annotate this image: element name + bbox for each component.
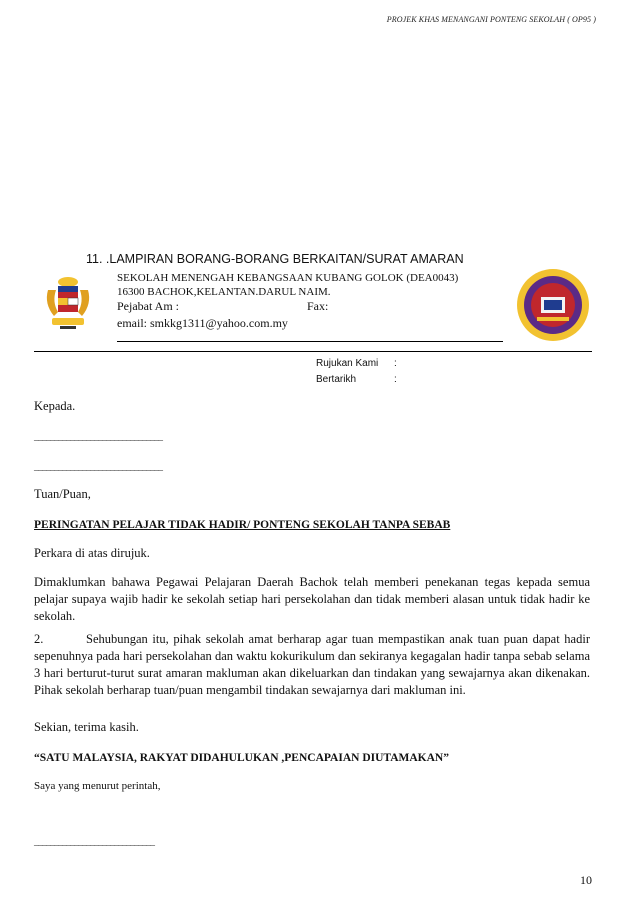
date-reference bbox=[316, 374, 397, 385]
our-reference-label: Rujukan Kami bbox=[316, 358, 379, 369]
closing: Sekian, terima kasih. bbox=[34, 720, 139, 734]
school-name: SEKOLAH MENENGAH KEBANGSAAN KUBANG GOLOK (DEA0043) bbox=[117, 272, 459, 284]
recipient-line-1: ________________________________ bbox=[34, 431, 162, 442]
paragraph-2-number: 2. bbox=[34, 632, 44, 646]
recipient-line-2: ________________________________ bbox=[34, 461, 162, 472]
order-line: Saya yang menurut perintah, bbox=[34, 780, 161, 792]
salutation: Tuan/Puan, bbox=[34, 487, 91, 501]
letterhead-divider bbox=[117, 341, 503, 342]
motto: “SATU MALAYSIA, RAKYAT DIDAHULUKAN ,PENCAPAIAN DIUTAMAKAN” bbox=[34, 752, 449, 764]
school-emblem-icon bbox=[515, 267, 591, 343]
recipient-heading: Kepada. bbox=[34, 399, 76, 413]
paragraph-2-text: Sehubungan itu, pihak sekolah amat berharap agar tuan mempastikan anak tuan puan dapat hadir sepenuhnya pada hari persekolahan dan waktu kokurikulum dan sekiranya kegagalan hadir tanpa sebab selama 3 hari berturut-turut surat amaran makluman akan dikeluarkan dan tindakan yang sewajarnya akan dikenakan. Pihak sekolah berharap tuan/puan mengambil tindakan sewajarnya dari makluman ini. bbox=[34, 632, 590, 697]
paragraph-1: Dimaklumkan bahawa Pegawai Pelajaran Daerah Bachok telah memberi penekanan tegas kepada semua pelajar supaya wajib hadir ke sekolah setiap hari persekolahan dan tidak memberi alasan untuk tidak hadir ke sekolah. bbox=[34, 575, 590, 623]
school-email: email: smkkg1311@yahoo.com.my bbox=[117, 316, 288, 330]
school-address: 16300 BACHOK,KELANTAN.DARUL NAIM. bbox=[117, 286, 331, 298]
paragraph-2 bbox=[34, 631, 590, 699]
our-reference-colon: : bbox=[394, 358, 397, 369]
page-divider bbox=[34, 351, 592, 352]
running-header: PROJEK KHAS MENANGANI PONTENG SEKOLAH ( OP95 ) bbox=[386, 15, 596, 24]
date-label: Bertarikh bbox=[316, 374, 357, 385]
coat-of-arms-icon bbox=[44, 276, 92, 334]
date-colon: : bbox=[394, 374, 397, 385]
fax-label: Fax: bbox=[307, 299, 329, 313]
section-title: 11. .LAMPIRAN BORANG-BORANG BERKAITAN/SURAT AMARAN bbox=[86, 252, 464, 266]
our-reference bbox=[316, 358, 397, 369]
letter-subject: PERINGATAN PELAJAR TIDAK HADIR/ PONTENG SEKOLAH TANPA SEBAB bbox=[34, 519, 451, 531]
page-number: 10 bbox=[580, 873, 592, 887]
office-label: Pejabat Am : bbox=[117, 299, 179, 313]
signature-line: ______________________________ bbox=[34, 836, 154, 847]
reference-line: Perkara di atas dirujuk. bbox=[34, 546, 150, 560]
